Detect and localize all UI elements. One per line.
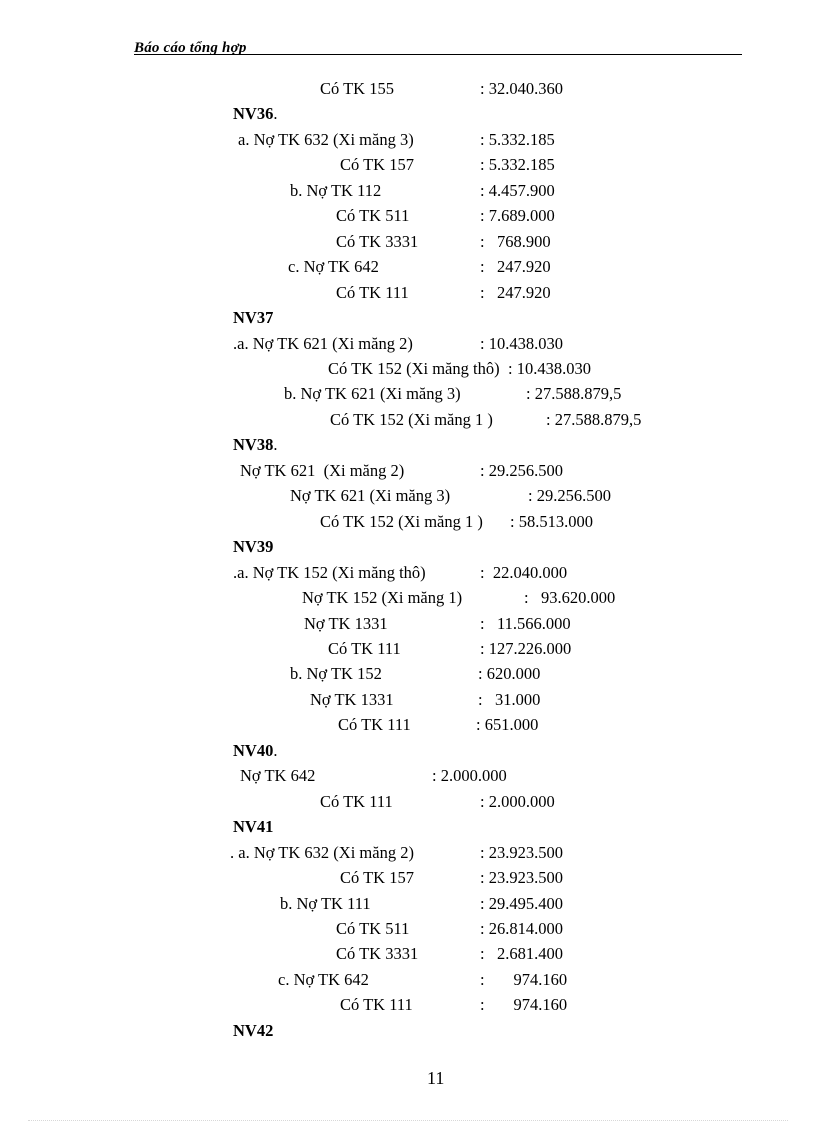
entry-value: : 23.923.500 <box>480 868 563 887</box>
entry-label: Nợ TK 642 <box>240 766 316 785</box>
entry-value: : 10.438.030 <box>480 334 563 353</box>
entry-value: : 5.332.185 <box>480 155 555 174</box>
entry-label: Có TK 155 <box>320 79 394 98</box>
entry-label: Có TK 511 <box>336 206 410 225</box>
entry-label: Có TK 111 <box>338 715 411 734</box>
section-heading: NV37 <box>233 308 274 327</box>
entry-value: : 11.566.000 <box>480 614 571 633</box>
entry-value: : 32.040.360 <box>480 79 563 98</box>
entry-label: Có TK 3331 <box>336 232 419 251</box>
entry-value: : 651.000 <box>476 715 539 734</box>
entry-value: : 29.495.400 <box>480 894 563 913</box>
entry-label: b. Nợ TK 152 <box>290 664 382 683</box>
entry-label: Có TK 157 <box>340 155 414 174</box>
entry-value: : 768.900 <box>480 232 551 251</box>
entry-label: Nợ TK 152 (Xi măng 1) <box>302 588 463 607</box>
entry-value: : 974.160 <box>480 995 568 1014</box>
entry-value: : 127.226.000 <box>480 639 572 658</box>
entry-value: : 974.160 <box>480 970 568 989</box>
bottom-rule <box>28 1120 788 1121</box>
section-heading: NV41 <box>233 817 274 836</box>
section-heading: NV39 <box>233 537 274 556</box>
entry-value: : 27.588.879,5 <box>546 410 642 429</box>
entry-label: Nợ TK 1331 <box>304 614 388 633</box>
entry-value: : 22.040.000 <box>480 563 568 582</box>
page-number: 11 <box>427 1068 445 1088</box>
section-heading: NV36. <box>233 104 278 123</box>
entry-label: .a. Nợ TK 621 (Xi măng 2) <box>233 334 413 353</box>
entry-value: : 29.256.500 <box>528 486 611 505</box>
entry-label: Có TK 111 <box>336 283 409 302</box>
entry-label: Có TK 3331 <box>336 944 419 963</box>
entry-label: c. Nợ TK 642 <box>278 970 369 989</box>
entry-label: Có TK 511 <box>336 919 410 938</box>
entry-value: : 10.438.030 <box>508 359 591 378</box>
entry-value: : 31.000 <box>478 690 541 709</box>
entry-label: b. Nợ TK 112 <box>290 181 382 200</box>
entry-value: : 4.457.900 <box>480 181 555 200</box>
entry-value: : 620.000 <box>478 664 541 683</box>
section-heading: NV40. <box>233 741 278 760</box>
entry-label: Có TK 152 (Xi măng 1 ) <box>330 410 493 429</box>
entry-value: : 27.588.879,5 <box>526 384 622 403</box>
entry-label: Có TK 152 (Xi măng 1 ) <box>320 512 483 531</box>
entry-label: . a. Nợ TK 632 (Xi măng 2) <box>230 843 414 862</box>
section-heading: NV42 <box>233 1021 274 1040</box>
running-header-title: Báo cáo tổng hợp <box>134 40 247 56</box>
entry-value: : 58.513.000 <box>510 512 593 531</box>
entry-label: Có TK 111 <box>320 792 393 811</box>
entry-label: Có TK 111 <box>328 639 401 658</box>
entry-label: a. Nợ TK 632 (Xi măng 3) <box>238 130 414 149</box>
entry-value: : 2.681.400 <box>480 944 563 963</box>
entry-label: Có TK 157 <box>340 868 414 887</box>
entry-value: : 23.923.500 <box>480 843 563 862</box>
entry-value: : 2.000.000 <box>480 792 555 811</box>
entry-value: : 7.689.000 <box>480 206 555 225</box>
section-heading: NV38. <box>233 435 278 454</box>
entry-value: : 29.256.500 <box>480 461 563 480</box>
entry-value: : 247.920 <box>480 283 551 302</box>
entry-label: Có TK 111 <box>340 995 413 1014</box>
entry-value: : 2.000.000 <box>432 766 507 785</box>
header-rule <box>134 54 742 55</box>
entry-value: : 5.332.185 <box>480 130 555 149</box>
entry-label: .a. Nợ TK 152 (Xi măng thô) <box>233 563 426 582</box>
entry-value: : 26.814.000 <box>480 919 563 938</box>
entry-label: Có TK 152 (Xi măng thô) <box>328 359 500 378</box>
entry-value: : 247.920 <box>480 257 551 276</box>
entry-label: b. Nợ TK 111 <box>280 894 371 913</box>
entry-label: Nợ TK 621 (Xi măng 3) <box>290 486 451 505</box>
entry-label: Nợ TK 621 (Xi măng 2) <box>240 461 405 480</box>
entry-label: c. Nợ TK 642 <box>288 257 379 276</box>
entry-label: Nợ TK 1331 <box>310 690 394 709</box>
entry-value: : 93.620.000 <box>524 588 616 607</box>
entry-label: b. Nợ TK 621 (Xi măng 3) <box>284 384 461 403</box>
